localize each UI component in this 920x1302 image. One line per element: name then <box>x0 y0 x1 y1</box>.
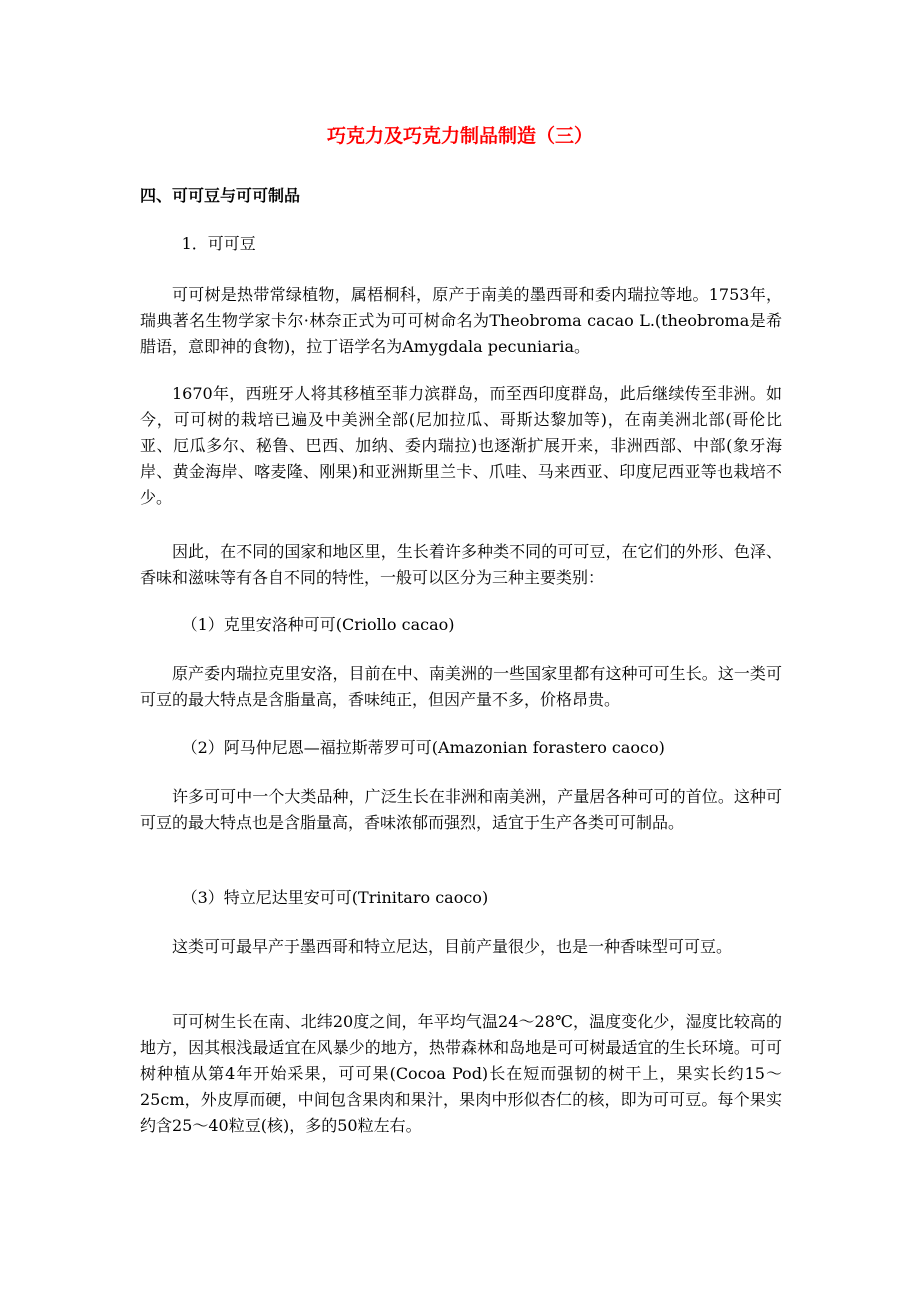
paragraph-intro: 可可树是热带常绿植物，属梧桐科，原产于南美的墨西哥和委内瑞拉等地。1753年，瑞典著名生物学家卡尔·林奈正式为可可树命名为Theobroma cacao L.(theobroma是希腊语，意即神的食物)，拉丁语学名为Amygdala pecuniaria。 <box>140 285 782 356</box>
paragraph-cultivation: 1670年，西班牙人将其移植至菲力滨群岛，而至西印度群岛，此后继续传至非洲。如今，可可树的栽培已遍及中美洲全部(尼加拉瓜、哥斯达黎加等)，在南美洲北部(哥伦比亚、厄瓜多尔、秘鲁、巴西、加纳、委内瑞拉)也逐渐扩展开来，非洲西部、中部(象牙海岸、黄金海岸、喀麦隆、刚果)和亚洲斯里兰卡、爪哇、马来西亚、印度尼西亚等也栽培不少。 <box>140 384 782 507</box>
document-title: 巧克力及巧克力制品制造（三） <box>326 125 593 147</box>
paragraph-varieties: 因此，在不同的国家和地区里，生长着许多种类不同的可可豆，在它们的外形、色泽、香味和滋味等有各自不同的特性，一般可以区分为三种主要类别： <box>140 542 782 587</box>
variety-3-text: 这类可可最早产于墨西哥和特立尼达，目前产量很少，也是一种香味型可可豆。 <box>172 937 733 956</box>
subsection-heading: 1．可可豆 <box>181 234 256 253</box>
variety-2-heading: （2）阿马仲尼恩—福拉斯蒂罗可可(Amazonian forastero caoco) <box>181 738 665 757</box>
variety-3-heading: （3）特立尼达里安可可(Trinitaro caoco) <box>181 888 489 907</box>
paragraph-growing-conditions: 可可树生长在南、北纬20度之间，年平均气温24～28℃，温度变化少，湿度比较高的地方，因其根浅最适宜在风暴少的地方，热带森林和岛地是可可树最适宜的生长环境。可可树种植从第4年开始采果，可可果(Cocoa Pod)长在短而强韧的树干上，果实长约15～25cm，外皮厚而硬，中间包含果肉和果汁，果肉中形似杏仁的核，即为可可豆。每个果实约含25～40粒豆(核)，多的50粒左右。 <box>140 1012 782 1135</box>
variety-1-text: 原产委内瑞拉克里安洛，目前在中、南美洲的一些国家里都有这种可可生长。这一类可可豆的最大特点是含脂量高，香味纯正，但因产量不多，价格昂贵。 <box>140 664 782 709</box>
section-heading: 四、可可豆与可可制品 <box>140 186 301 205</box>
variety-1-heading: （1）克里安洛种可可(Criollo cacao) <box>181 615 455 634</box>
variety-2-text: 许多可可中一个大类品种，广泛生长在非洲和南美洲，产量居各种可可的首位。这种可可豆的最大特点也是含脂量高，香味浓郁而强烈，适宜于生产各类可可制品。 <box>140 787 782 832</box>
